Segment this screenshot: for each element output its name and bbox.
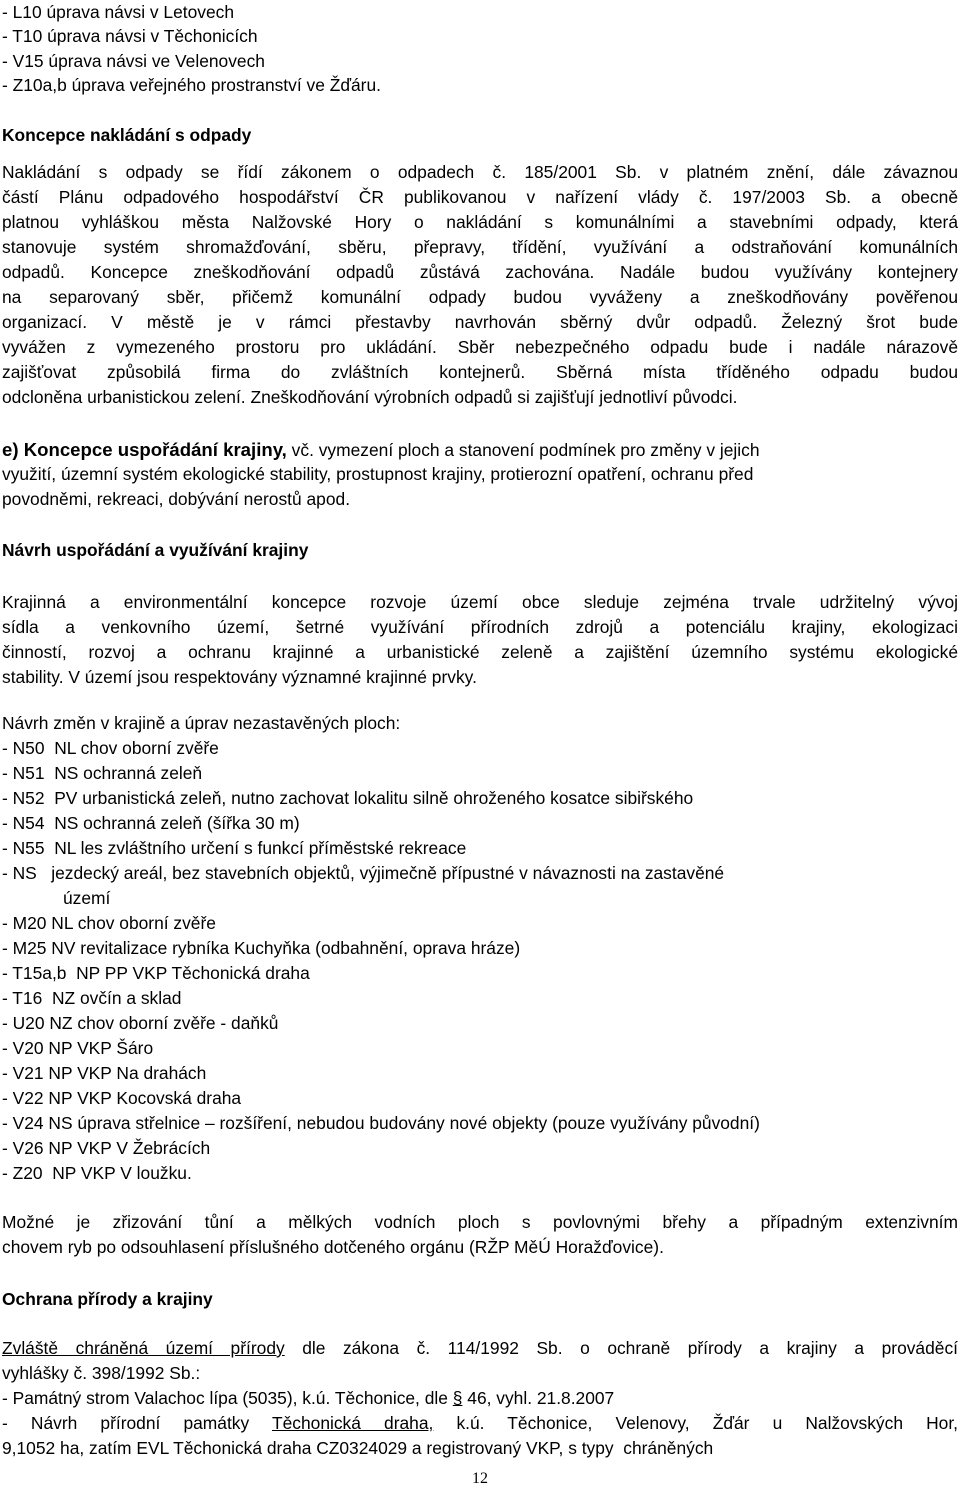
paragraph-line: stanovuje systém shromažďování, sběru, přepravy, třídění, využívání a odstraňování komunálních	[2, 237, 958, 257]
section-sign: §	[452, 1388, 463, 1408]
nature-heading: Ochrana přírody a krajiny	[2, 1289, 213, 1309]
paragraph-line: Zvláště chráněná území přírody dle zákona č. 114/1992 Sb. o ochraně přírody a krajiny a prováděcí	[2, 1338, 958, 1358]
list-item: - T10 úprava návsi v Těchonicích	[2, 26, 258, 46]
techonicka-draha-link[interactable]: Těchonická draha,	[271, 1413, 434, 1433]
section-e-line: e) Koncepce uspořádání krajiny, vč. vymezení ploch a stanovení podmínek pro změny v jejich	[2, 439, 760, 460]
paragraph-line: povodněmi, rekreaci, dobývání nerostů apod.	[2, 489, 351, 509]
list-item: - V20 NP VKP Šáro	[2, 1038, 154, 1058]
list-item: - U20 NZ chov oborní zvěře - daňků	[2, 1013, 279, 1033]
list-item: - V22 NP VKP Kocovská draha	[2, 1088, 242, 1108]
paragraph-line: chovem ryb po odsouhlasení příslušného dotčeného orgánu (RŽP MěÚ Horažďovice).	[2, 1237, 664, 1257]
paragraph-line: Nakládání s odpady se řídí zákonem o odpadech č. 185/2001 Sb. v platném znění, dále závaznou	[2, 162, 958, 182]
list-item: - T16 NZ ovčín a sklad	[2, 988, 182, 1008]
list-item: - V21 NP VKP Na drahách	[2, 1063, 207, 1083]
list-item: - N55 NL les zvláštního určení s funkcí příměstské rekreace	[2, 838, 467, 858]
list-item: - Z10a,b úprava veřejného prostranství ve Žďáru.	[2, 75, 381, 95]
design-heading: Návrh uspořádání a využívání krajiny	[2, 540, 309, 560]
paragraph-line: sídla a venkovního území, šetrné využívání přírodních zdrojů a potenciálu krajiny, ekologizaci	[2, 617, 958, 637]
list-item: - V24 NS úprava střelnice – rozšíření, nebudou budovány nové objekty (pouze využívány původní)	[2, 1113, 760, 1133]
paragraph-line: činností, rozvoj a ochranu krajinné a urbanistické zeleně a zajištění územního systému ekologické	[2, 642, 958, 662]
list-item: - T15a,b NP PP VKP Těchonická draha	[2, 963, 310, 983]
list-item: - N54 NS ochranná zeleň (šířka 30 m)	[2, 813, 300, 833]
list-item: - Návrh přírodní památky Těchonická draha, k.ú. Těchonice, Velenovy, Žďár u Nalžovských Hor,	[2, 1413, 958, 1433]
paragraph-line: vyvážen z vymezeného prostoru pro ukládání. Sběr nebezpečného odpadu bude i nadále nárazově	[2, 337, 958, 357]
paragraph-line: částí Plánu odpadového hospodářství ČR publikovanou v nařízení vlády č. 197/2003 Sb. a obecně	[2, 187, 958, 207]
paragraph-line: na separovaný sběr, přičemž komunální odpady budou vyváženy a zneškodňovány pověřenou	[2, 287, 958, 307]
paragraph-line: Krajinná a environmentální koncepce rozvoje území obce sleduje zejména trvale udržitelný vývoj	[2, 592, 958, 612]
paragraph-line: 9,1052 ha, zatím EVL Těchonická draha CZ0324029 a registrovaný VKP, s typy chráněných	[2, 1438, 714, 1458]
list-item: - N50 NL chov oborní zvěře	[2, 738, 219, 758]
paragraph-line: odcloněna urbanistickou zelení. Zneškodňování výrobních odpadů si zajišťují jednotliví původci.	[2, 387, 738, 407]
paragraph-line: Možné je zřizování tůní a mělkých vodních ploch s povlovnými břehy a případným extenzivním	[2, 1212, 958, 1232]
paragraph-line: stability. V území jsou respektovány významné krajinné prvky.	[2, 667, 477, 687]
paragraph-line: platnou vyhláškou města Nalžovské Hory o nakládání s komunálními a stavebními odpady, která	[2, 212, 958, 232]
waste-heading: Koncepce nakládání s odpady	[2, 125, 252, 145]
list-item: - M20 NL chov oborní zvěře	[2, 913, 216, 933]
paragraph-line: vyhlášky č. 398/1992 Sb.:	[2, 1363, 201, 1383]
list-item: - V15 úprava návsi ve Velenovech	[2, 51, 265, 71]
paragraph-line: využití, územní systém ekologické stability, prostupnost krajiny, protierozní opatření, ochranu před	[2, 464, 754, 484]
list-item-continuation: území	[63, 888, 111, 908]
list-item: - NS jezdecký areál, bez stavebních objektů, výjimečně přípustné v návaznosti na zastavěné	[2, 863, 725, 883]
list-item: - Památný strom Valachoc lípa (5035), k.ú. Těchonice, dle § 46, vyhl. 21.8.2007	[2, 1388, 615, 1408]
page-number: 12	[472, 1470, 488, 1487]
list-item: - N51 NS ochranná zeleň	[2, 763, 203, 783]
changes-intro: Návrh změn v krajině a úprav nezastavěných ploch:	[2, 713, 401, 733]
paragraph-line: odpadů. Koncepce zneškodňování odpadů zůstává zachována. Nadále budou využívány kontejnery	[2, 262, 958, 282]
list-item: - Z20 NP VKP V loužku.	[2, 1163, 192, 1183]
list-item: - L10 úprava návsi v Letovech	[2, 2, 235, 22]
protected-areas-label: Zvláště chráněná území přírody	[2, 1338, 285, 1358]
list-item: - N52 PV urbanistická zeleň, nutno zachovat lokalitu silně ohroženého kosatce sibiřského	[2, 788, 694, 808]
paragraph-line: zajišťovat způsobilá firma do zvláštních kontejnerů. Sběrná místa tříděného odpadu budou	[2, 362, 958, 382]
list-item: - M25 NV revitalizace rybníka Kuchyňka (odbahnění, oprava hráze)	[2, 938, 521, 958]
paragraph-line: organizací. V městě je v rámci přestavby navrhován sběrný dvůr odpadů. Železný šrot bude	[2, 312, 958, 332]
section-e-heading: e) Koncepce uspořádání krajiny,	[2, 439, 287, 460]
list-item: - V26 NP VKP V Žebrácích	[2, 1138, 211, 1158]
